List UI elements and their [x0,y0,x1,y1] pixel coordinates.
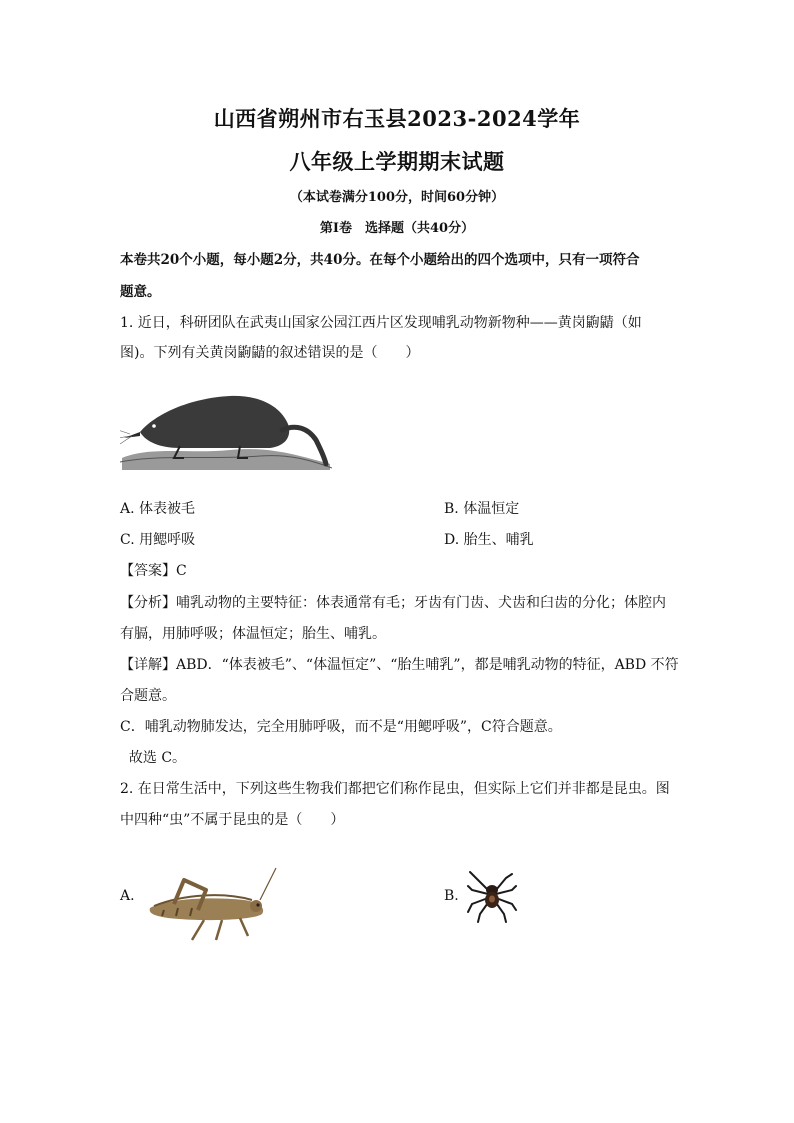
q1-analysis-line1: 【分析】哺乳动物的主要特征：体表通常有毛；牙齿有门齿、犬齿和臼齿的分化；体腔内 [120,595,666,611]
exam-title-line1: 山西省朔州市右玉县2023-2024学年 [213,106,581,131]
q1-option-d: D. 胎生、哺乳 [444,532,534,548]
q1-stem-line1: 1. 近日，科研团队在武夷山国家公园江西片区发现哺乳动物新物种——黄岗鼩鼱（如 [120,315,642,331]
q1-detail-line3: C．哺乳动物肺发达，完全用肺呼吸，而不是“用鳃呼吸”，C符合题意。 [120,719,562,735]
section-title: 第Ⅰ卷 选择题（共40分） [319,221,475,236]
q1-detail-line4: 故选 C。 [120,750,187,766]
q1-option-c: C. 用鳃呼吸 [120,532,196,548]
exam-title-line2: 八年级上学期期末试题 [289,149,505,174]
q2-stem-line2: 中四种“虫”不属于昆虫的是（ ） [120,812,345,828]
q2-option-b-label: B. [444,888,459,904]
q1-option-b: B. 体温恒定 [444,501,520,517]
q1-analysis-line2: 有膈，用肺呼吸；体温恒定；胎生、哺乳。 [120,626,386,642]
q1-detail-line1: 【详解】ABD．“体表被毛”、“体温恒定”、“胎生哺乳”，都是哺乳动物的特征，ABD 不符 [120,657,679,673]
q1-option-a: A. 体表被毛 [120,501,196,517]
grasshopper-image-icon [144,866,282,944]
instructions-line2: 题意。 [120,284,161,300]
q1-stem-line2: 图)。下列有关黄岗鼩鼱的叙述错误的是（ ） [120,345,420,361]
q2-stem-line1: 2. 在日常生活中，下列这些生物我们都把它们称作昆虫，但实际上它们并非都是昆虫。图 [120,781,670,797]
q1-detail-line2: 合题意。 [120,688,176,704]
instructions-line1: 本卷共20个小题，每小题2分，共40分。在每个小题给出的四个选项中，只有一项符合 [120,252,640,268]
shrew-illustration-icon [120,384,332,470]
q2-option-a-label: A. [120,888,135,904]
exam-info: （本试卷满分100分，时间60分钟） [289,190,505,205]
q1-answer: 【答案】C [120,563,187,579]
spider-image-icon [466,868,518,924]
